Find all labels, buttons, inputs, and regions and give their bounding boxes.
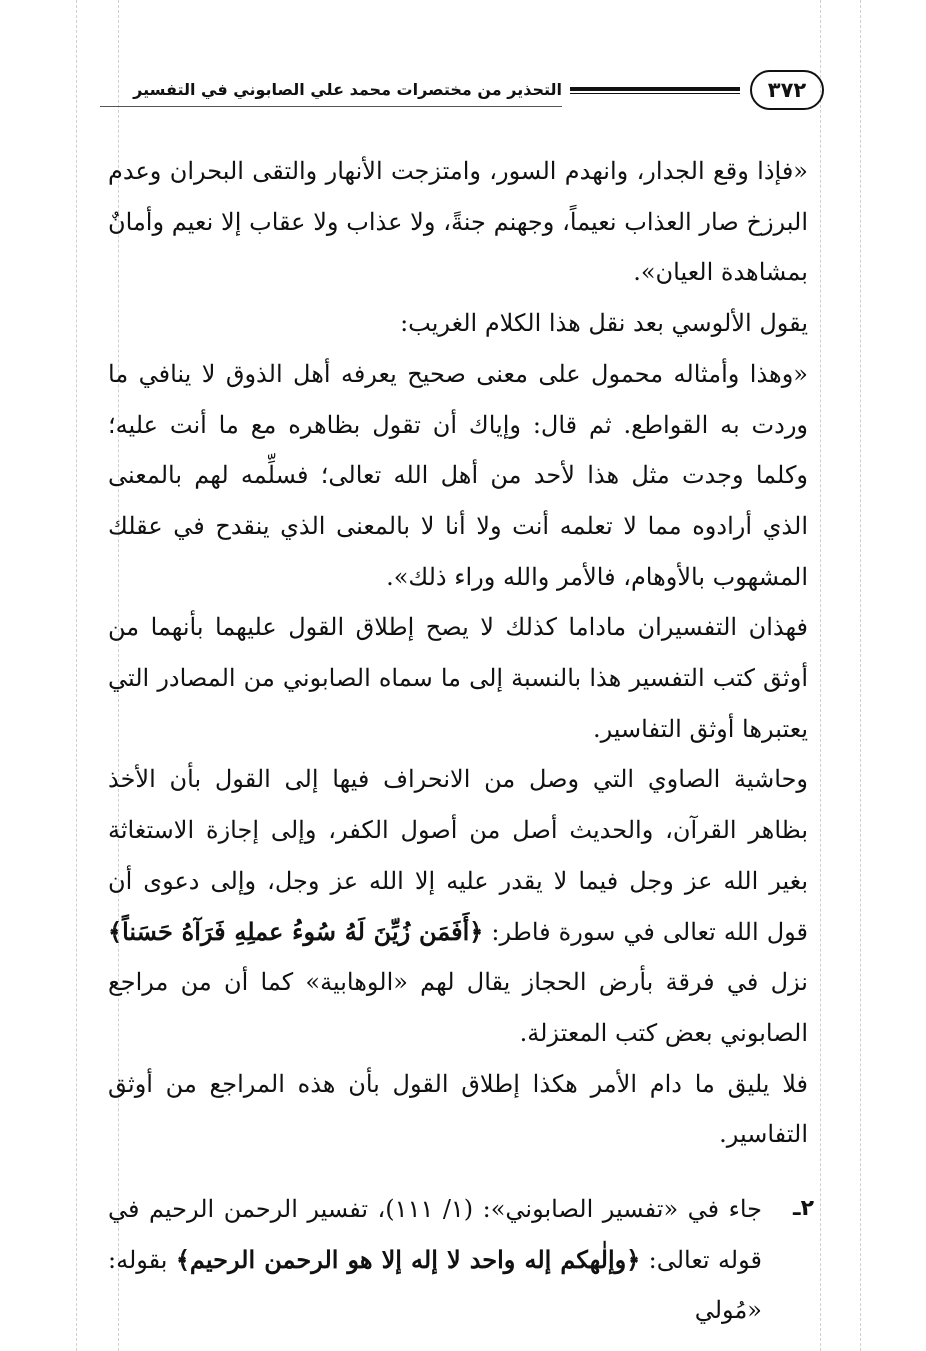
quran-verse: ﴿وإلٰهكم إله واحد لا إله إلا هو الرحمن الرحيم﴾ xyxy=(175,1244,641,1274)
paragraph-sawi xyxy=(108,754,808,1058)
scan-guide-line xyxy=(860,0,861,1351)
paragraph: «فإذا وقع الجدار، وانهدم السور، وامتزجت الأنهار والتقى البحران وعدم البرزخ صار العذاب نعيماً، وجهنم جنةً، ولا عذاب ولا عقاب إلا نعيم وأمانٌ بمشاهدة العيان». xyxy=(108,157,808,287)
item-number: ٢ـ xyxy=(793,1196,814,1221)
main-text xyxy=(108,146,808,1160)
header-underline xyxy=(100,106,562,107)
quran-verse: ﴿أَفَمَن زُيِّنَ لَهُ سُوءُ عملِهِ فَرَآهُ حَسَناً﴾ xyxy=(108,916,484,946)
text-run: بقوله: «مُولي xyxy=(108,1245,762,1325)
item-text xyxy=(108,1184,762,1336)
paragraph: «وهذا وأمثاله محمول على معنى صحيح يعرفه أهل الذوق لا ينافي ما وردت به القواطع. ثم قال: وإياك أن تقول بظاهره مع ما أنت عليه؛ وكلما وجدت مثل هذا لأحد من أهل الله تعالى؛ فسلِّمه لهم بالمعنى الذي أرادوه مما لا تعلمه أنت ولا أنا لا بالمعنى الذي ينقدح في عقلك المشهوب بالأوهام، فالأمر والله وراء ذلك». xyxy=(108,359,808,591)
running-title: التحذير من مختصرات محمد علي الصابوني في التفسير xyxy=(133,80,562,99)
page-header xyxy=(100,70,824,118)
text-run: نزل في فرقة بأرض الحجاز يقال لهم «الوهابية» كما أن من مراجع الصابوني بعض كتب المعتزلة. xyxy=(108,968,808,1047)
paragraph: فلا يليق ما دام الأمر هكذا إطلاق القول بأن هذه المراجع من أوثق التفاسير. xyxy=(108,1069,808,1149)
header-rule xyxy=(570,87,740,94)
page-number: ٣٧٢ xyxy=(750,70,824,110)
text-run: وحاشية الصاوي التي وصل من الانحراف فيها إلى القول بأن الأخذ بظاهر القرآن، والحديث أصل من أصول الكفر، وإلى إجازة الاستغاثة بغير الله عز وجل فيما لا يقدر عليه إلا الله عز وجل، وإلى دعوى أن قول الله تعالى في سورة فاطر: xyxy=(108,765,809,946)
scan-guide-line xyxy=(76,0,77,1351)
scan-guide-line xyxy=(820,0,821,1351)
paragraph: فهذان التفسيران ماداما كذلك لا يصح إطلاق القول عليهما بأنهما من أوثق كتب التفسير هذا بالنسبة إلى ما سماه الصابوني من المصادر التي يعتبرها أوثق التفاسير. xyxy=(108,613,808,743)
paragraph xyxy=(108,1184,762,1336)
paragraph: يقول الألوسي بعد نقل هذا الكلام الغريب: xyxy=(400,309,808,338)
text-run: جاء في «تفسير الصابوني»: (١/ ١١١)، تفسير الرحمن الرحيم في قوله تعالى: xyxy=(108,1195,762,1274)
